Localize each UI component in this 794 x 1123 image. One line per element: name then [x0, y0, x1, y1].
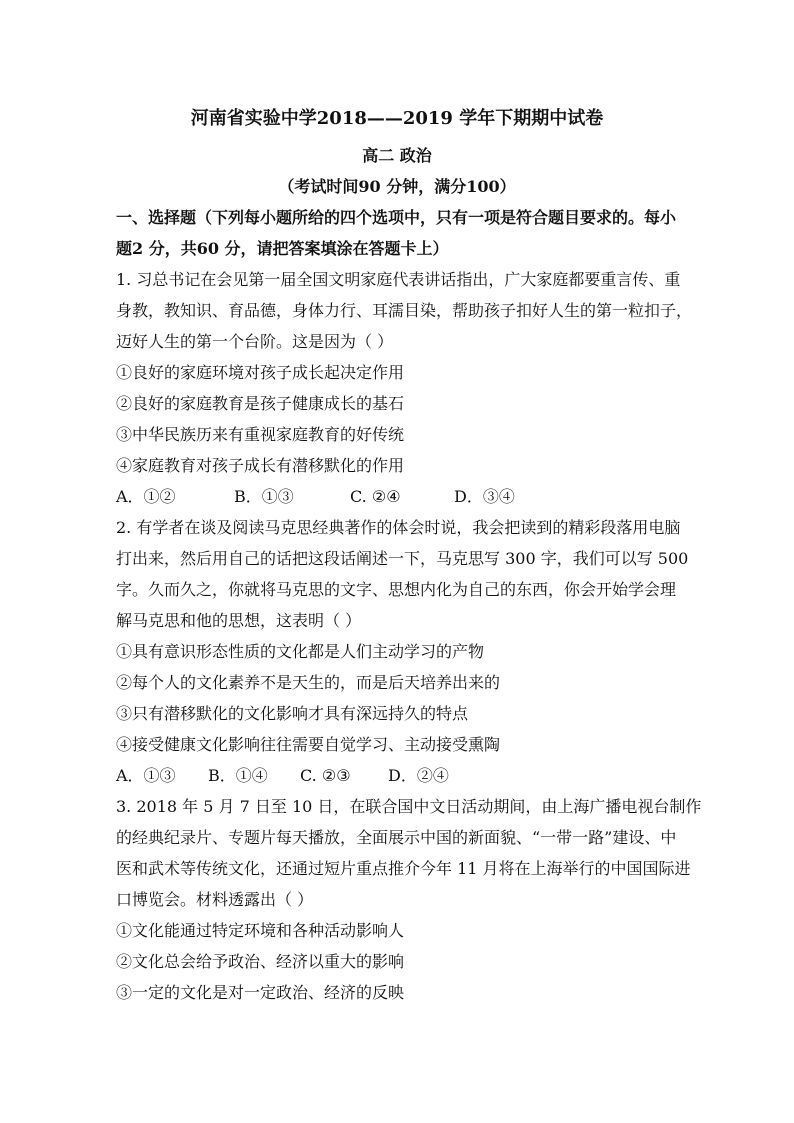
question-3	[116, 791, 702, 1008]
statement: ④家庭教育对孩子成长有潜移默化的作用	[116, 456, 405, 475]
question-stem-line: 迈好人生的第一个台阶。这是因为（ ）	[116, 332, 394, 351]
section-heading-line2: 题2 分，共60 分，请把答案填涂在答题卡上）	[116, 239, 449, 258]
exam-content	[116, 202, 702, 1008]
statement: ①良好的家庭环境对孩子成长起决定作用	[116, 363, 405, 382]
exam-info: （考试时间90 分钟，满分100）	[278, 177, 516, 196]
page-title: 河南省实验中学2018——2019 学年下期期中试卷	[190, 108, 604, 129]
question-stem-line: 的经典纪录片、专题片每天播放，全面展示中国的新面貌、“一带一路”建设、中	[116, 828, 677, 847]
statement: ④接受健康文化影响往往需要自觉学习、主动接受熏陶	[116, 735, 501, 754]
grade-subject: 高二 政治	[362, 146, 432, 165]
option-c: C. ②④	[350, 487, 401, 506]
question-stem-line: 字。久而久之，你就将马克思的文字、思想内化为自己的东西，你会开始学会理	[116, 580, 677, 599]
statement: ①文化能通过特定环境和各种活动影响人	[116, 921, 405, 940]
option-b: B．①④	[208, 766, 268, 785]
answer-options	[116, 760, 678, 791]
statement: ③中华民族历来有重视家庭教育的好传统	[116, 425, 405, 444]
question-stem-line: 口博览会。材料透露出（ ）	[116, 890, 314, 909]
statement: ③一定的文化是对一定政治、经济的反映	[116, 983, 405, 1002]
question-stem-line: 打出来，然后用自己的话把这段话阐述一下，马克思写 300 字，我们可以写 500	[116, 549, 689, 568]
question-stem-line: 医和武术等传统文化，还通过短片重点推介今年 11 月将在上海举行的中国国际进	[116, 859, 691, 878]
statement: ②每个人的文化素养不是天生的，而是后天培养出来的	[116, 673, 501, 692]
statement: ③只有潜移默化的文化影响才具有深远持久的特点	[116, 704, 469, 723]
question-1	[116, 264, 693, 512]
statement: ①具有意识形态性质的文化都是人们主动学习的产物	[116, 642, 485, 661]
option-d: D．③④	[454, 487, 515, 506]
question-stem-line: 2. 有学者在谈及阅读马克思经典著作的体会时说，我会把读到的精彩段落用电脑	[116, 518, 681, 537]
statement: ②文化总会给予政治、经济以重大的影响	[116, 952, 405, 971]
option-a: A．①③	[116, 766, 176, 785]
option-b: B．①③	[234, 487, 294, 506]
question-stem-line: 身教，教知识、育品德，身体力行、耳濡目染，帮助孩子扣好人生的第一粒扣子，	[116, 301, 693, 320]
option-d: D．②④	[388, 766, 449, 785]
option-c: C. ②③	[300, 766, 351, 785]
question-stem-line: 解马克思和他的思想，这表明（ ）	[116, 611, 362, 630]
statement: ②良好的家庭教育是孩子健康成长的基石	[116, 394, 405, 413]
answer-options	[116, 481, 678, 512]
option-a: A．①②	[116, 487, 176, 506]
question-2	[116, 512, 689, 791]
section-heading-line1: 一、选择题（下列每小题所给的四个选项中，只有一项是符合题目要求的。每小	[116, 208, 677, 227]
question-stem-line: 3. 2018 年 5 月 7 日至 10 日，在联合国中文日活动期间，由上海广播电视台制作	[116, 797, 702, 816]
question-stem-line: 1. 习总书记在会见第一届全国文明家庭代表讲话指出，广大家庭都要重言传、重	[116, 270, 681, 289]
